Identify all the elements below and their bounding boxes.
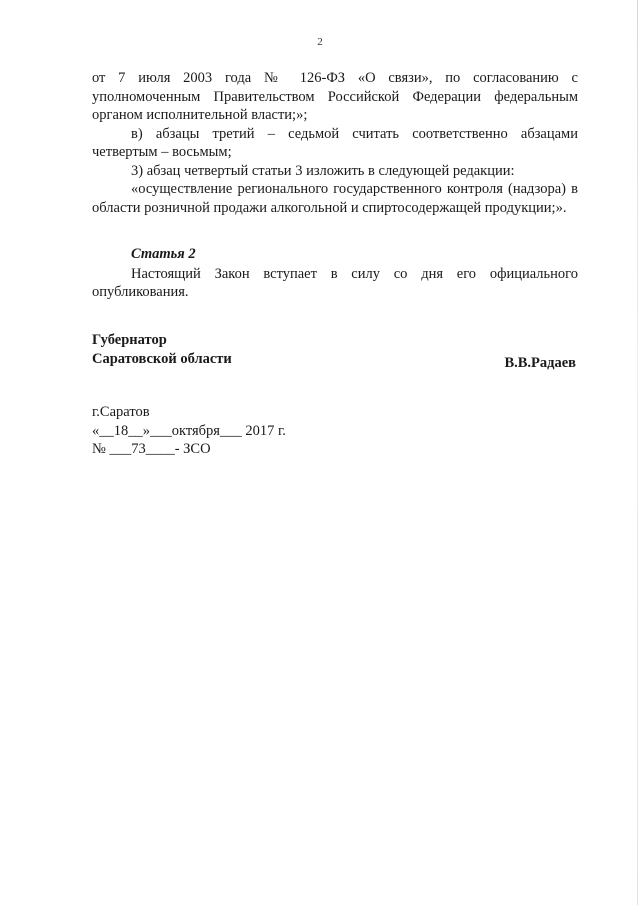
page-number: 2 <box>317 36 323 48</box>
date-text: «__18__»___октября___ 2017 г. <box>92 422 286 439</box>
signature-title-line1: Губернатор <box>92 332 167 348</box>
body-text <box>92 69 578 217</box>
signature-title-line2: Саратовской области <box>92 350 232 367</box>
scan-edge <box>637 0 638 905</box>
date-line <box>92 422 392 441</box>
paragraph-item-v: в) абзацы третий – седьмой считать соответственно абзацами четвертым – восьмым; <box>92 125 578 160</box>
paragraph-item-3: 3) абзац четвертый статьи 3 изложить в следующей редакции: <box>131 162 515 179</box>
signature-name: В.В.Радаев <box>504 355 576 371</box>
number-text: № ___73____- ЗСО <box>92 441 211 457</box>
article-2 <box>92 245 578 302</box>
paragraph-new-wording: «осуществление регионального государственного контроля (надзора) в области розничной продажи алкогольной и спиртосодержащей продукции;». <box>92 181 578 216</box>
article-heading: Статья 2 <box>131 246 196 262</box>
number-line <box>92 440 392 459</box>
city: г.Саратов <box>92 404 150 420</box>
paragraph-continuation: от 7 июля 2003 года № 126-ФЗ «О связи», по согласованию с уполномоченным Правительством Российской Федерации федеральным органом исполнительной власти;»; <box>92 70 578 123</box>
article-text: Настоящий Закон вступает в силу со дня его официального опубликования. <box>92 265 578 300</box>
place-date-block <box>92 403 392 459</box>
signature-block <box>92 331 578 371</box>
